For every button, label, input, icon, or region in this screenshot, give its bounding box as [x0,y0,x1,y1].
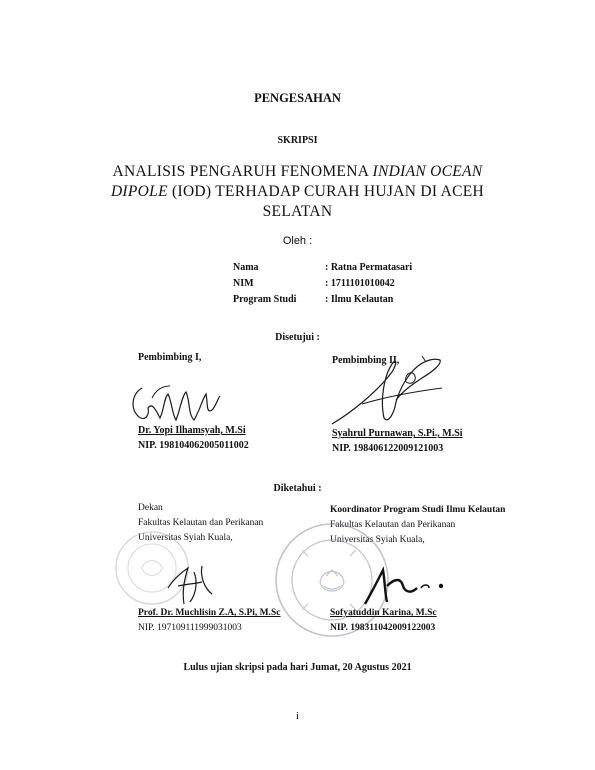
dean-title: Dekan [138,503,163,513]
document-type: SKRIPSI [277,135,318,146]
coordinator-title: Koordinator Program Studi Ilmu Kelautan [330,505,506,515]
supervisor-2-nip: NIP. 198406122009121003 [332,443,444,454]
dean-faculty: Fakultas Kelautan dan Perikanan [138,518,264,528]
supervisor-2-signature [322,352,462,432]
dean-signature [160,558,220,608]
dean-university: Universitas Syiah Kuala, [138,533,233,543]
supervisor-1-label: Pembimbing I, [138,352,202,363]
supervisor-1-signature [122,380,232,430]
supervisor-1-nip: NIP. 198104062005011002 [138,440,249,451]
coordinator-signature [345,560,465,610]
thesis-title-line-2 [0,182,595,202]
supervisor-2-label: Pembimbing II, [332,355,400,366]
approved-label: Disetujui : [275,332,320,343]
title-italic-text: INDIAN OCEAN [372,163,483,180]
by-label: Oleh : [282,235,313,247]
thesis-title-line-1 [0,162,595,182]
title-text: (IOD) TERHADAP CURAH HUJAN DI ACEH [167,183,485,200]
acknowledged-label: Diketahui : [273,483,322,494]
page-heading: PENGESAHAN [254,91,341,105]
supervisor-1-name: Dr. Yopi Ilhamsyah, M.Si [138,425,246,436]
page-number: i [295,710,300,722]
title-italic-text: DIPOLE [110,183,168,200]
coordinator-name: Sofyatuddin Karina, M.Sc [330,608,437,618]
coordinator-university: Universitas Syiah Kuala, [330,535,425,545]
coordinator-faculty: Fakultas Kelautan dan Perikanan [330,520,456,530]
supervisor-2-name: Syahrul Purnawan, S.Pi., M.Si [332,428,463,439]
dean-name: Prof. Dr. Muchlisin Z.A, S.Pi, M.Sc [138,608,281,618]
nim-label: NIM [233,278,254,289]
name-label: Nama [233,262,259,273]
dean-nip: NIP. 197109111999031003 [138,623,242,633]
nim-value: : 1711101010042 [325,278,395,289]
name-value: : Ratna Permatasari [325,262,413,273]
title-text: ANALISIS PENGARUH FENOMENA [112,163,373,180]
graduation-statement: Lulus ujian skripsi pada hari Jumat, 20 Agustus 2021 [183,662,412,673]
coordinator-nip: NIP. 198311042009122003 [330,623,436,633]
study-program-value: : Ilmu Kelautan [325,294,394,305]
study-program-label: Program Studi [233,294,297,305]
thesis-title-line-3: SELATAN [262,203,333,220]
